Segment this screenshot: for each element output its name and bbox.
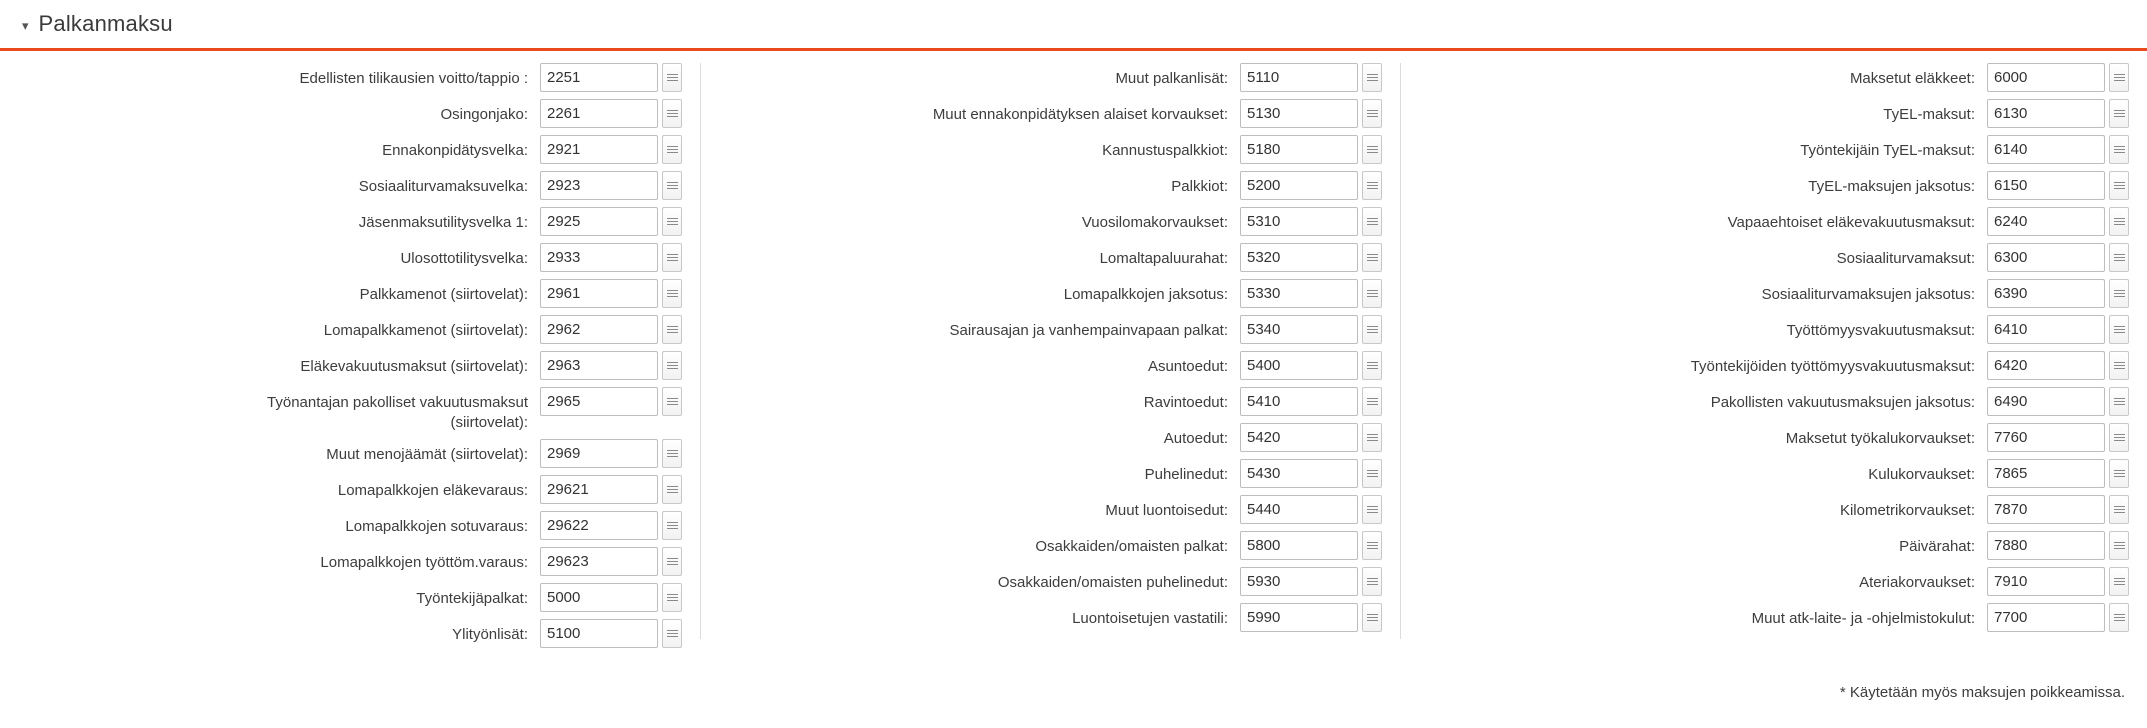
footnote-text: * Käytetään myös maksujen poikkeamissa. [1839, 684, 2125, 701]
account-input[interactable] [1240, 315, 1358, 344]
account-input[interactable] [540, 243, 658, 272]
form-row [0, 475, 682, 504]
chevron-down-icon[interactable]: ▾ [22, 17, 29, 33]
account-input[interactable] [1240, 171, 1358, 200]
list-picker-icon[interactable] [662, 439, 682, 468]
list-picker-icon[interactable] [662, 351, 682, 380]
form-row [0, 135, 682, 164]
form-row [701, 351, 1382, 380]
account-input[interactable] [1987, 567, 2105, 596]
page-title: Palkanmaksu [38, 11, 173, 36]
account-input[interactable] [540, 547, 658, 576]
list-picker-icon[interactable] [2109, 531, 2129, 560]
form-row [701, 531, 1382, 560]
field-group [1987, 243, 2129, 272]
form-row [701, 315, 1382, 344]
field-label: Maksetut työkalukorvaukset: [1785, 430, 1975, 447]
list-picker-icon[interactable] [1362, 459, 1382, 488]
list-picker-icon[interactable] [2109, 423, 2129, 452]
field-label: Sosiaaliturvamaksut: [1836, 250, 1975, 267]
field-group [1240, 567, 1382, 596]
field-label: TyEL-maksujen jaksotus: [1808, 178, 1975, 195]
field-group [1240, 495, 1382, 524]
field-label: Työnantajan pakolliset vakuutusmaksut (siirtovelat): [267, 394, 528, 431]
account-input[interactable] [1987, 99, 2105, 128]
list-picker-icon[interactable] [662, 243, 682, 272]
form-row [0, 547, 682, 576]
field-label: Eläkevakuutusmaksut (siirtovelat): [300, 358, 528, 375]
field-label: Jäsenmaksutilitysvelka 1: [358, 214, 528, 231]
form-row [0, 63, 682, 92]
list-picker-icon[interactable] [1362, 351, 1382, 380]
field-group [1240, 63, 1382, 92]
field-group [1987, 207, 2129, 236]
field-label: Muut menojäämät (siirtovelat): [326, 446, 528, 463]
field-label: Muut atk-laite- ja -ohjelmistokulut: [1751, 610, 1975, 627]
field-group [1987, 531, 2129, 560]
list-picker-icon[interactable] [662, 547, 682, 576]
field-label: Vapaaehtoiset eläkevakuutusmaksut: [1727, 214, 1975, 231]
account-input[interactable] [1987, 423, 2105, 452]
account-input[interactable] [1240, 135, 1358, 164]
column-insurance-expenses [1400, 63, 2147, 639]
list-picker-icon[interactable] [1362, 207, 1382, 236]
form-row [0, 439, 682, 468]
list-picker-icon[interactable] [2109, 243, 2129, 272]
field-label: Asuntoedut: [1147, 358, 1228, 375]
list-picker-icon[interactable] [662, 279, 682, 308]
field-label: Muut luontoisedut: [1105, 502, 1228, 519]
list-picker-icon[interactable] [2109, 315, 2129, 344]
field-label: Päivärahat: [1899, 538, 1975, 555]
account-input[interactable] [1240, 387, 1358, 416]
list-picker-icon[interactable] [1362, 135, 1382, 164]
account-input[interactable] [1240, 531, 1358, 560]
form-row [701, 135, 1382, 164]
field-label: Sosiaaliturvamaksujen jaksotus: [1761, 286, 1975, 303]
list-picker-icon[interactable] [662, 315, 682, 344]
field-group [540, 63, 682, 92]
account-input[interactable] [540, 63, 658, 92]
field-group [1240, 387, 1382, 416]
field-label: Lomapalkkamenot (siirtovelat): [323, 322, 528, 339]
field-group [1987, 423, 2129, 452]
list-picker-icon[interactable] [1362, 387, 1382, 416]
field-group [540, 439, 682, 468]
account-input[interactable] [1987, 171, 2105, 200]
account-input[interactable] [1240, 459, 1358, 488]
form-row [1401, 279, 2129, 308]
field-group [1240, 531, 1382, 560]
list-picker-icon[interactable] [1362, 63, 1382, 92]
list-picker-icon[interactable] [1362, 315, 1382, 344]
field-label: Ravintoedut: [1143, 394, 1228, 411]
form-row [0, 351, 682, 380]
field-label: Työntekijäpalkat: [416, 590, 528, 607]
account-input[interactable] [1987, 531, 2105, 560]
list-picker-icon[interactable] [2109, 63, 2129, 92]
field-group [1987, 135, 2129, 164]
field-group [540, 511, 682, 540]
field-group [1987, 495, 2129, 524]
account-input[interactable] [1240, 423, 1358, 452]
list-picker-icon[interactable] [662, 99, 682, 128]
field-label: Muut palkanlisät: [1115, 70, 1228, 87]
list-picker-icon[interactable] [662, 619, 682, 648]
field-label: Ulosottotilitysvelka: [400, 250, 528, 267]
field-group [540, 583, 682, 612]
form-columns [0, 51, 2147, 655]
account-input[interactable] [540, 511, 658, 540]
field-group [1987, 459, 2129, 488]
field-label: Kannustuspalkkiot: [1102, 142, 1228, 159]
account-input[interactable] [540, 171, 658, 200]
form-row [701, 171, 1382, 200]
field-label: Työntekijäin TyEL-maksut: [1800, 142, 1975, 159]
account-input[interactable] [1987, 279, 2105, 308]
list-picker-icon[interactable] [662, 583, 682, 612]
form-row [0, 243, 682, 272]
field-group [1987, 387, 2129, 416]
account-input[interactable] [1987, 315, 2105, 344]
list-picker-icon[interactable] [1362, 531, 1382, 560]
account-input[interactable] [1987, 243, 2105, 272]
form-row [1401, 351, 2129, 380]
form-row [0, 511, 682, 540]
account-input[interactable] [1987, 207, 2105, 236]
list-picker-icon[interactable] [662, 63, 682, 92]
account-input[interactable] [1987, 387, 2105, 416]
account-input[interactable] [540, 619, 658, 648]
field-group [1240, 207, 1382, 236]
field-label: Pakollisten vakuutusmaksujen jaksotus: [1710, 394, 1975, 411]
account-input[interactable] [1987, 63, 2105, 92]
field-label: TyEL-maksut: [1883, 106, 1975, 123]
field-label: Vuosilomakorvaukset: [1081, 214, 1228, 231]
form-row [1401, 459, 2129, 488]
list-picker-icon[interactable] [1362, 243, 1382, 272]
list-picker-icon[interactable] [1362, 603, 1382, 632]
field-group [540, 475, 682, 504]
field-label: Kilometrikorvaukset: [1839, 502, 1975, 519]
account-input[interactable] [540, 387, 658, 416]
field-group [1987, 99, 2129, 128]
account-input[interactable] [540, 583, 658, 612]
form-row [1401, 135, 2129, 164]
field-label: Palkkiot: [1171, 178, 1228, 195]
field-group [1987, 63, 2129, 92]
field-group [1240, 99, 1382, 128]
form-row [0, 315, 682, 344]
field-label: Sairausajan ja vanhempainvapaan palkat: [949, 322, 1228, 339]
column-liabilities [0, 63, 700, 655]
list-picker-icon[interactable] [1362, 423, 1382, 452]
field-group [1240, 171, 1382, 200]
form-row [1401, 387, 2129, 416]
form-row [1401, 207, 2129, 236]
form-row [1401, 243, 2129, 272]
field-label: Muut ennakonpidätyksen alaiset korvaukset: [932, 106, 1228, 123]
list-picker-icon[interactable] [1362, 99, 1382, 128]
field-label: Maksetut eläkkeet: [1849, 70, 1975, 87]
form-row [1401, 63, 2129, 92]
field-label: Työntekijöiden työttömyysvakuutusmaksut: [1690, 358, 1975, 375]
footnote-area [0, 655, 2147, 715]
list-picker-icon[interactable] [2109, 135, 2129, 164]
field-label: Osingonjako: [440, 106, 528, 123]
account-input[interactable] [540, 439, 658, 468]
form-row [0, 99, 682, 128]
list-picker-icon[interactable] [2109, 387, 2129, 416]
account-input[interactable] [1240, 63, 1358, 92]
field-label: Palkkamenot (siirtovelat): [359, 286, 528, 303]
field-group [1240, 603, 1382, 632]
account-input[interactable] [540, 475, 658, 504]
field-label: Luontoisetujen vastatili: [1072, 610, 1228, 627]
account-input[interactable] [1240, 243, 1358, 272]
account-input[interactable] [1987, 459, 2105, 488]
account-input[interactable] [1240, 351, 1358, 380]
list-picker-icon[interactable] [1362, 171, 1382, 200]
list-picker-icon[interactable] [662, 207, 682, 236]
field-label: Lomaltapaluurahat: [1099, 250, 1228, 267]
column-salary-items [700, 63, 1400, 639]
list-picker-icon[interactable] [662, 387, 682, 416]
account-input[interactable] [1240, 279, 1358, 308]
field-label: Edellisten tilikausien voitto/tappio : [299, 70, 528, 87]
field-group [1987, 171, 2129, 200]
field-label: Sosiaaliturvamaksuvelka: [358, 178, 528, 195]
field-label: Kulukorvaukset: [1868, 466, 1975, 483]
account-input[interactable] [1240, 603, 1358, 632]
list-picker-icon[interactable] [2109, 207, 2129, 236]
field-group [540, 99, 682, 128]
list-picker-icon[interactable] [1362, 567, 1382, 596]
form-row [701, 207, 1382, 236]
account-input[interactable] [540, 351, 658, 380]
field-label: Lomapalkkojen jaksotus: [1063, 286, 1228, 303]
form-row [1401, 531, 2129, 560]
form-row [701, 63, 1382, 92]
form-row [701, 459, 1382, 488]
account-input[interactable] [540, 279, 658, 308]
field-label: Ylityönlisät: [452, 626, 528, 643]
form-row [701, 279, 1382, 308]
field-group [540, 135, 682, 164]
field-label: Autoedut: [1163, 430, 1228, 447]
list-picker-icon[interactable] [662, 171, 682, 200]
field-group [1240, 315, 1382, 344]
form-row [0, 279, 682, 308]
form-row [0, 619, 682, 648]
field-group [1240, 459, 1382, 488]
field-label: Lomapalkkojen eläkevaraus: [337, 482, 528, 499]
field-label: Lomapalkkojen työttöm.varaus: [320, 554, 528, 571]
field-group [1240, 423, 1382, 452]
account-input[interactable] [1987, 495, 2105, 524]
form-row [1401, 99, 2129, 128]
field-group [1987, 567, 2129, 596]
field-label: Työttömyysvakuutusmaksut: [1786, 322, 1975, 339]
form-row [701, 603, 1382, 632]
account-input[interactable] [540, 135, 658, 164]
form-row [701, 423, 1382, 452]
account-input[interactable] [1240, 567, 1358, 596]
field-group [1987, 351, 2129, 380]
field-group [1240, 243, 1382, 272]
field-group [1240, 279, 1382, 308]
list-picker-icon[interactable] [2109, 567, 2129, 596]
account-input[interactable] [1987, 351, 2105, 380]
form-row [0, 387, 682, 432]
list-picker-icon[interactable] [662, 511, 682, 540]
account-input[interactable] [540, 315, 658, 344]
field-group [1240, 351, 1382, 380]
field-group [540, 351, 682, 380]
list-picker-icon[interactable] [1362, 495, 1382, 524]
list-picker-icon[interactable] [2109, 495, 2129, 524]
account-input[interactable] [1987, 603, 2105, 632]
form-row [1401, 567, 2129, 596]
field-group [540, 207, 682, 236]
field-label: Osakkaiden/omaisten palkat: [1035, 538, 1228, 555]
form-row [0, 583, 682, 612]
field-label: Lomapalkkojen sotuvaraus: [345, 518, 528, 535]
form-row [1401, 495, 2129, 524]
field-group [540, 171, 682, 200]
field-label: Osakkaiden/omaisten puhelinedut: [997, 574, 1228, 591]
field-group [1987, 315, 2129, 344]
field-group [540, 619, 682, 648]
form-row [701, 99, 1382, 128]
list-picker-icon[interactable] [2109, 279, 2129, 308]
form-row [701, 387, 1382, 416]
field-group [540, 315, 682, 344]
list-picker-icon[interactable] [2109, 99, 2129, 128]
list-picker-icon[interactable] [662, 475, 682, 504]
field-group [540, 279, 682, 308]
field-group [1987, 603, 2129, 632]
list-picker-icon[interactable] [2109, 351, 2129, 380]
form-row [701, 567, 1382, 596]
form-row [701, 243, 1382, 272]
list-picker-icon[interactable] [1362, 279, 1382, 308]
account-input[interactable] [540, 99, 658, 128]
form-row [1401, 171, 2129, 200]
field-group [540, 547, 682, 576]
list-picker-icon[interactable] [2109, 459, 2129, 488]
account-input[interactable] [540, 207, 658, 236]
panel-header[interactable] [0, 0, 2147, 51]
field-group [540, 243, 682, 272]
account-input[interactable] [1240, 207, 1358, 236]
list-picker-icon[interactable] [2109, 603, 2129, 632]
form-row [1401, 423, 2129, 452]
account-input[interactable] [1987, 135, 2105, 164]
account-input[interactable] [1240, 495, 1358, 524]
form-row [0, 207, 682, 236]
field-label: Ateriakorvaukset: [1859, 574, 1975, 591]
field-label: Puhelinedut: [1144, 466, 1228, 483]
field-label: Ennakonpidätysvelka: [382, 142, 528, 159]
form-row [0, 171, 682, 200]
form-row [701, 495, 1382, 524]
list-picker-icon[interactable] [2109, 171, 2129, 200]
form-row [1401, 603, 2129, 632]
list-picker-icon[interactable] [662, 135, 682, 164]
field-group [540, 387, 682, 416]
account-input[interactable] [1240, 99, 1358, 128]
field-group [1240, 135, 1382, 164]
field-group [1987, 279, 2129, 308]
form-row [1401, 315, 2129, 344]
